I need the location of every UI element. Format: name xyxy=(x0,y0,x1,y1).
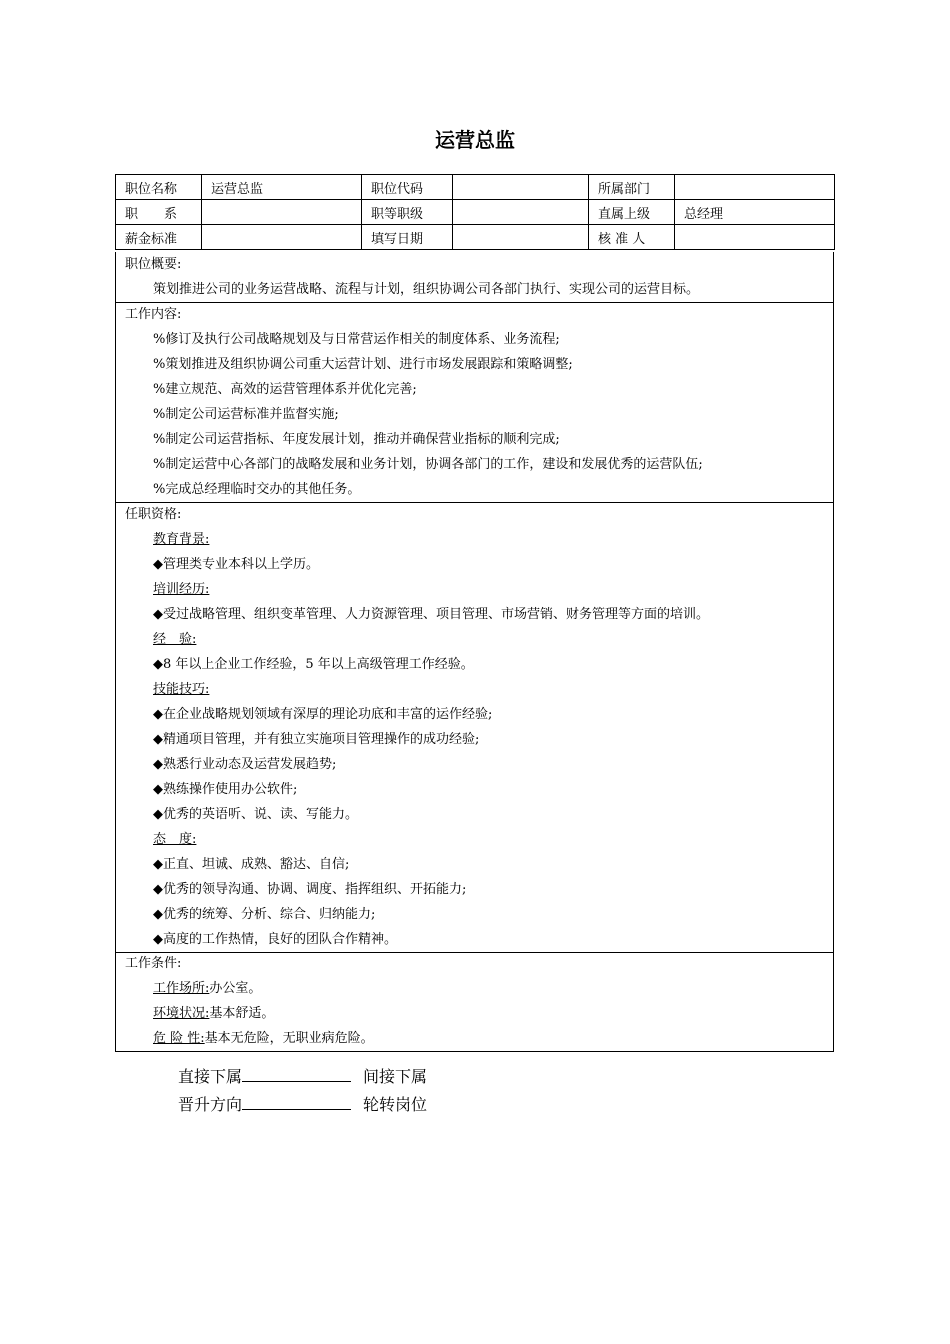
subordinates-line xyxy=(178,1064,427,1087)
summary-text: 策划推进公司的业务运营战略、流程与计划，组织协调公司各部门执行、实现公司的运营目标。 xyxy=(153,282,700,297)
promotion-label: 晋升方向 xyxy=(178,1095,243,1114)
qualification-item: ◆8 年以上企业工作经验，5 年以上高级管理工作经验。 xyxy=(153,657,474,672)
duty-item: %策划推进及组织协调公司重大运营计划、进行市场发展跟踪和策略调整; xyxy=(153,357,573,372)
info-value: 运营总监 xyxy=(202,175,362,200)
qualification-item: ◆受过战略管理、组织变革管理、人力资源管理、项目管理、市场营销、财务管理等方面的培训。 xyxy=(153,607,709,622)
job-info-table xyxy=(115,174,835,250)
qualification-item: ◆正直、坦诚、成熟、豁达、自信; xyxy=(153,857,350,872)
qualification-subheading-text: 态 度: xyxy=(153,832,197,847)
condition-label: 工作场所: xyxy=(153,981,210,996)
qualification-item: ◆在企业战略规划领域有深厚的理论功底和丰富的运作经验; xyxy=(153,707,493,722)
page-title: 运营总监 xyxy=(435,128,515,152)
info-value xyxy=(675,225,835,250)
info-row xyxy=(116,175,835,200)
qualifications-section xyxy=(115,502,834,953)
qualification-item: ◆精通项目管理，并有独立实施项目管理操作的成功经验; xyxy=(153,732,480,747)
condition-item xyxy=(116,976,833,1001)
promotion-blank xyxy=(242,1095,351,1110)
info-label: 职 系 xyxy=(116,200,202,225)
duty-item: %制定运营中心各部门的战略发展和业务计划，协调各部门的工作，建设和发展优秀的运营队伍; xyxy=(153,457,703,472)
qualification-item: ◆高度的工作热情，良好的团队合作精神。 xyxy=(153,932,397,947)
qualification-item: ◆熟悉行业动态及运营发展趋势; xyxy=(153,757,337,772)
duty-item: %建立规范、高效的运营管理体系并优化完善; xyxy=(153,382,417,397)
info-label: 薪金标准 xyxy=(116,225,202,250)
info-row xyxy=(116,200,835,225)
duty-item: %制定公司运营标准并监督实施; xyxy=(153,407,339,422)
info-label: 职位名称 xyxy=(116,175,202,200)
info-value xyxy=(202,225,362,250)
info-label: 直属上级 xyxy=(589,200,675,225)
qualification-subheading xyxy=(116,527,833,552)
duties-heading: 工作内容: xyxy=(125,307,182,322)
qualification-subheading-text: 经 验: xyxy=(153,632,197,647)
info-label: 职等职级 xyxy=(362,200,453,225)
conditions-heading: 工作条件: xyxy=(125,956,182,971)
qualification-item: ◆熟练操作使用办公软件; xyxy=(153,782,298,797)
info-row xyxy=(116,225,835,250)
qualification-subheading xyxy=(116,827,833,852)
info-label: 职位代码 xyxy=(362,175,453,200)
qualification-item: ◆管理类专业本科以上学历。 xyxy=(153,557,319,572)
condition-item xyxy=(116,1026,833,1051)
qualification-subheading xyxy=(116,677,833,702)
summary-section xyxy=(115,252,834,303)
rotation-label: 轮转岗位 xyxy=(363,1095,428,1114)
qualification-subheading xyxy=(116,577,833,602)
summary-heading: 职位概要: xyxy=(125,257,182,272)
qualification-subheading-text: 教育背景: xyxy=(153,532,210,547)
qualifications-heading: 任职资格: xyxy=(125,507,182,522)
condition-item xyxy=(116,1001,833,1026)
info-value xyxy=(453,225,589,250)
info-label: 填写日期 xyxy=(362,225,453,250)
condition-value: 基本无危险，无职业病危险。 xyxy=(204,1031,374,1046)
qualification-subheading-text: 技能技巧: xyxy=(153,682,210,697)
duties-section xyxy=(115,302,834,503)
info-value xyxy=(675,175,835,200)
qualification-subheading xyxy=(116,627,833,652)
qualification-item: ◆优秀的统筹、分析、综合、归纳能力; xyxy=(153,907,376,922)
condition-label: 环境状况: xyxy=(153,1006,210,1021)
info-value: 总经理 xyxy=(675,200,835,225)
condition-value: 基本舒适。 xyxy=(209,1006,275,1021)
info-label: 核 准 人 xyxy=(589,225,675,250)
info-label: 所属部门 xyxy=(589,175,675,200)
duty-item: %完成总经理临时交办的其他任务。 xyxy=(153,482,361,497)
condition-value: 办公室。 xyxy=(209,981,262,996)
direct-subordinates-label: 直接下属 xyxy=(178,1067,243,1086)
info-value xyxy=(453,200,589,225)
qualification-item: ◆优秀的领导沟通、协调、调度、指挥组织、开拓能力; xyxy=(153,882,467,897)
qualification-item: ◆优秀的英语听、说、读、写能力。 xyxy=(153,807,358,822)
indirect-subordinates-label: 间接下属 xyxy=(363,1067,428,1086)
info-value xyxy=(453,175,589,200)
direct-subordinates-blank xyxy=(242,1067,351,1082)
condition-label: 危 险 性: xyxy=(153,1031,205,1046)
duty-item: %制定公司运营指标、年度发展计划，推动并确保营业指标的顺利完成; xyxy=(153,432,560,447)
career-line xyxy=(178,1092,427,1115)
duty-item: %修订及执行公司战略规划及与日常营运作相关的制度体系、业务流程; xyxy=(153,332,560,347)
conditions-section xyxy=(115,951,834,1052)
info-value xyxy=(202,200,362,225)
qualification-subheading-text: 培训经历: xyxy=(153,582,210,597)
